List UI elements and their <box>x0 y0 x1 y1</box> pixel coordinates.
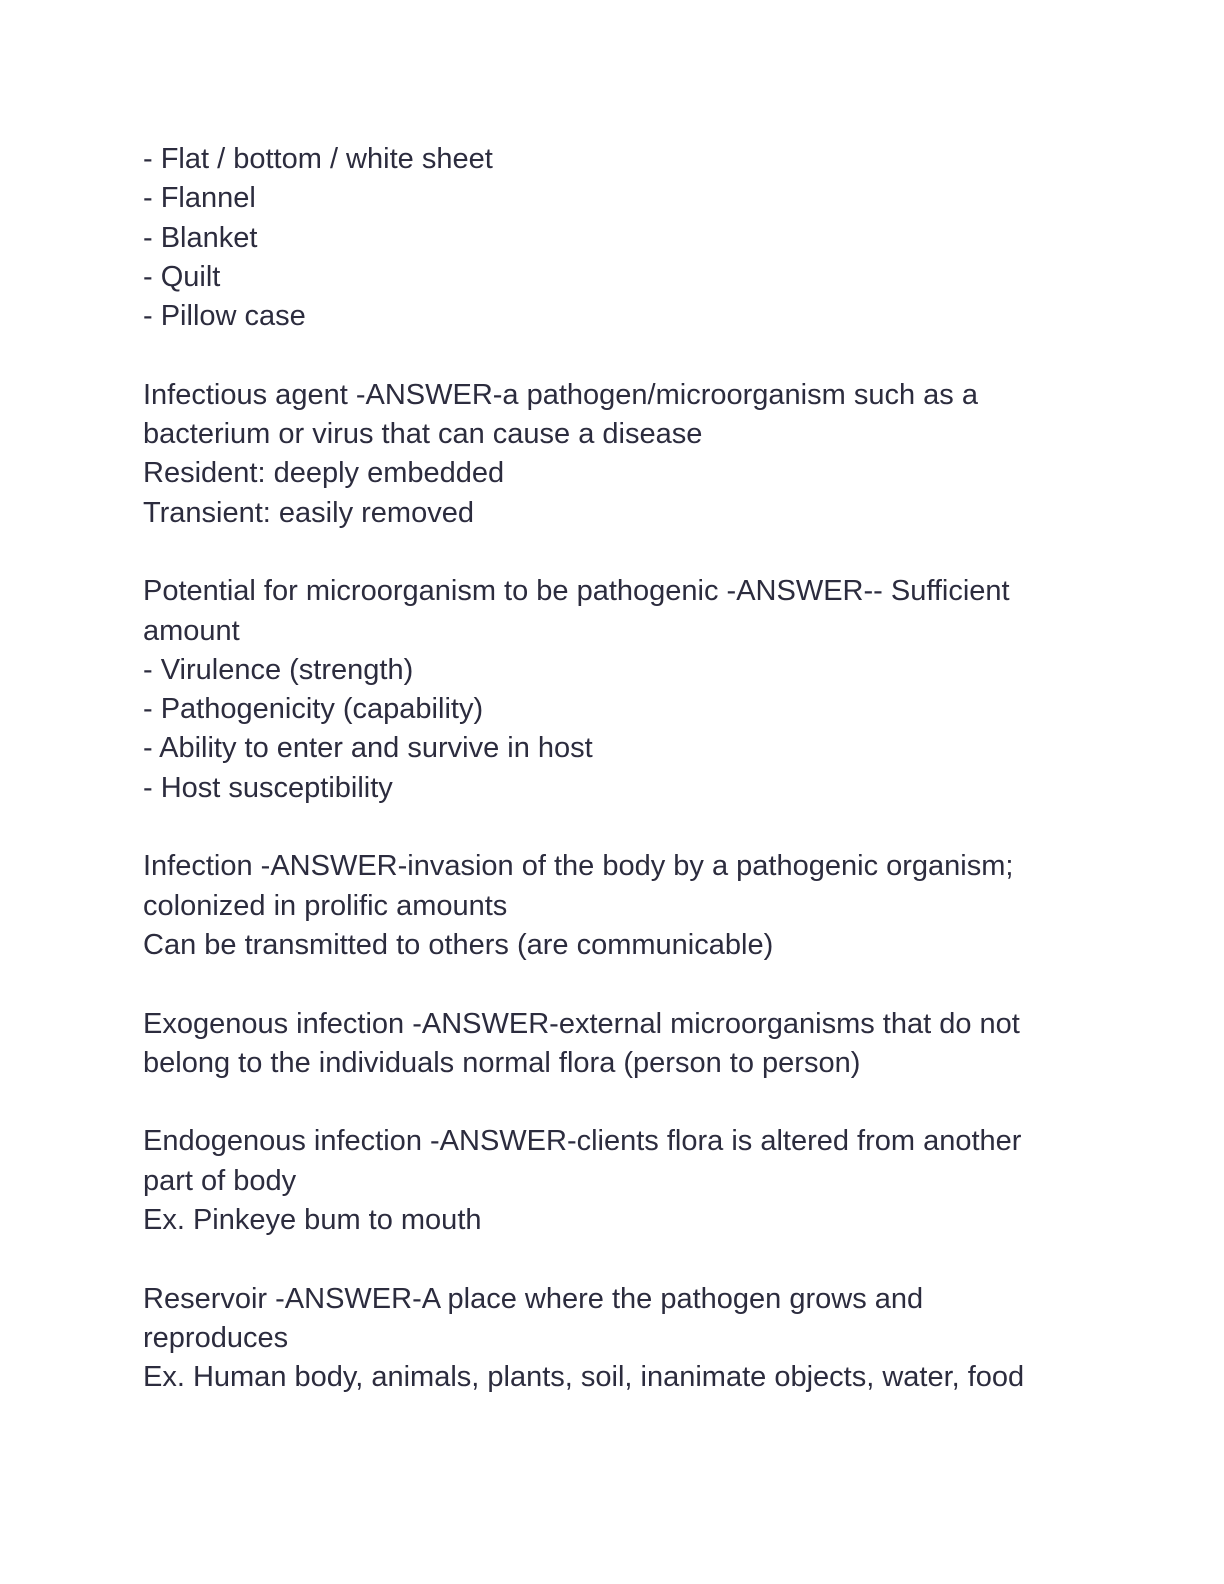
entry-text-line: Endogenous infection -ANSWER-clients flora is altered from another <box>143 1125 1022 1158</box>
list-item: - Flannel <box>143 182 256 215</box>
entry-text-line: colonized in prolific amounts <box>143 889 508 922</box>
entry-text-line: belong to the individuals normal flora (person to person) <box>143 1046 861 1079</box>
list-item: - Host susceptibility <box>143 771 393 804</box>
document-body <box>143 140 1083 1437</box>
linen-list <box>143 140 1083 336</box>
reservoir-entry <box>143 1280 1083 1398</box>
entry-text-line: Can be transmitted to others (are communicable) <box>143 928 774 961</box>
entry-text-line: Resident: deeply embedded <box>143 457 505 490</box>
infection-entry <box>143 847 1083 965</box>
entry-text-line: Ex. Human body, animals, plants, soil, inanimate objects, water, food <box>143 1361 1025 1394</box>
list-item: - Virulence (strength) <box>143 653 414 686</box>
entry-text-line: bacterium or virus that can cause a disease <box>143 418 703 451</box>
list-item: - Ability to enter and survive in host <box>143 732 593 765</box>
entry-text-line: Transient: easily removed <box>143 496 474 529</box>
infectious-agent-entry <box>143 376 1083 533</box>
entry-text-line: amount <box>143 614 240 647</box>
list-item: - Pillow case <box>143 300 306 333</box>
exogenous-infection-entry <box>143 1005 1083 1084</box>
entry-text-line: Exogenous infection -ANSWER-external microorganisms that do not <box>143 1007 1020 1040</box>
entry-text-line: Reservoir -ANSWER-A place where the pathogen grows and <box>143 1282 924 1315</box>
list-item: - Flat / bottom / white sheet <box>143 143 493 175</box>
list-item: - Blanket <box>143 221 258 254</box>
entry-text-line: part of body <box>143 1164 297 1197</box>
entry-text-line: Infection -ANSWER-invasion of the body by a pathogenic organism; <box>143 850 1014 883</box>
entry-text-line: Potential for microorganism to be pathogenic -ANSWER-- Sufficient <box>143 575 1010 608</box>
entry-text-line: reproduces <box>143 1321 289 1354</box>
list-item: - Pathogenicity (capability) <box>143 693 484 726</box>
list-item: - Quilt <box>143 260 221 293</box>
entry-text-line: Infectious agent -ANSWER-a pathogen/microorganism such as a <box>143 378 978 411</box>
endogenous-infection-entry <box>143 1122 1083 1240</box>
entry-text-line: Ex. Pinkeye bum to mouth <box>143 1204 482 1237</box>
pathogenic-potential-entry <box>143 572 1083 808</box>
